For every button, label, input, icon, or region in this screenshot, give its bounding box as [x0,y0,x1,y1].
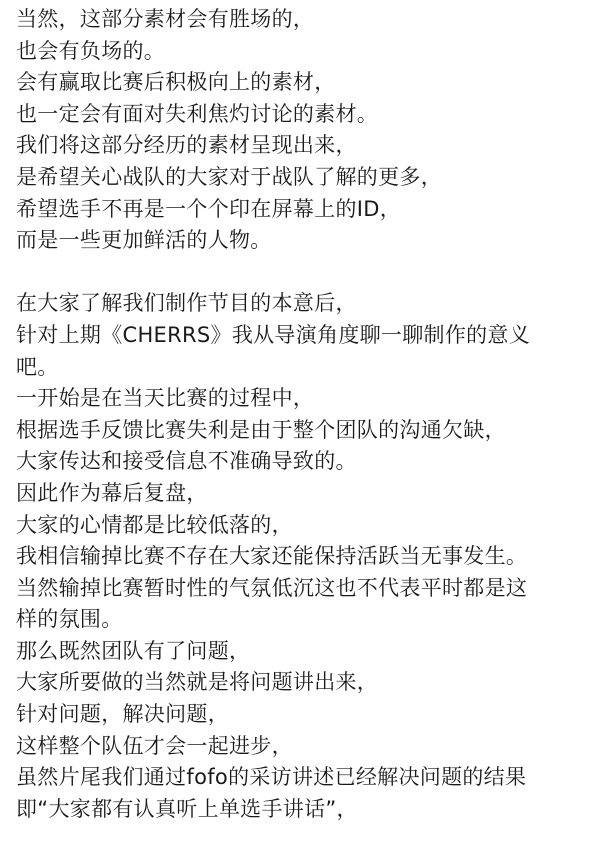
text-line: 当然，这部分素材会有胜场的， [16,7,315,31]
text-line: 这样整个队伍才会一起进步， [16,733,293,758]
text-line: 会有赢取比赛后积极向上的素材， [16,70,336,95]
text-line: 也一定会有面对失利焦灼讨论的素材。 [16,101,379,126]
text-line: 针对上期《CHERRS》我从导演角度聊一聊制作的意义 [16,322,531,347]
text-line: 在大家了解我们制作节目的本意后， [16,291,357,316]
paragraph-spacer [16,257,612,289]
paragraph-2 [16,288,612,825]
text-line: 而是一些更加鲜活的人物。 [16,228,272,253]
text-line: 一开始是在当天比赛的过程中， [16,386,315,411]
text-line: 样的氛围。 [16,607,123,632]
text-line: 我相信输掉比赛不存在大家还能保持活跃当无事发生。 [16,544,528,569]
document-body [16,0,612,825]
text-line: 希望选手不再是一个个印在屏幕上的ID， [16,196,402,221]
text-line: 吧。 [16,354,59,379]
text-line: 大家的心情都是比较低落的， [16,512,293,537]
text-line: 根据选手反馈比赛失利是由于整个团队的沟通欠缺， [16,417,506,442]
text-line: 大家传达和接受信息不准确导致的。 [16,449,357,474]
paragraph-1 [16,4,612,257]
text-line: 即“大家都有认真听上单选手讲话”， [16,796,358,821]
text-line: 因此作为幕后复盘， [16,480,208,505]
text-line: 我们将这部分经历的素材呈现出来， [16,133,357,158]
text-line: 也会有负场的。 [16,38,166,63]
text-line: 当然输掉比赛暂时性的气氛低沉这也不代表平时都是这 [16,575,528,600]
text-line: 那么既然团队有了问题， [16,638,251,663]
text-line: 是希望关心战队的大家对于战队了解的更多， [16,164,442,189]
text-line: 大家所要做的当然就是将问题讲出来， [16,670,379,695]
text-line: 虽然片尾我们通过fofo的采访讲述已经解决问题的结果 [16,765,527,790]
text-line: 针对问题，解决问题， [16,702,229,727]
